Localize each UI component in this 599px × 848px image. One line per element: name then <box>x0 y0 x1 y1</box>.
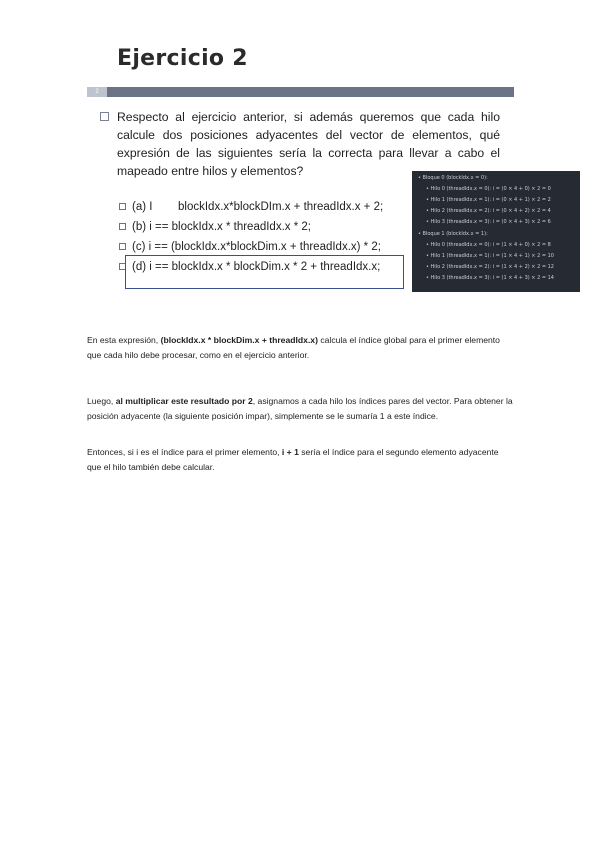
terminal-line: • Hilo 3 (threadIdx.x = 3): i = (1 × 4 + 3) × 2 = 14 <box>426 275 554 281</box>
terminal-line: • Hilo 2 (threadIdx.x = 2): i = (0 × 4 + 2) × 2 = 4 <box>426 208 551 214</box>
question <box>100 108 500 180</box>
paragraph-3 <box>87 445 515 475</box>
paragraph-bold: al multiplicar este resultado por 2 <box>115 396 253 406</box>
paragraph-text: calcula el índice global para el primer elemento que cada hilo debe procesar, como en el ejercicio anterior. <box>87 335 500 360</box>
paragraph-text: , asignamos a cada hilo los índices pares del vector. Para obtener la posición adyacente (la siguiente posición impar), simplemente se le sumaría 1 a este índice. <box>87 396 513 421</box>
terminal-line: • Hilo 1 (threadIdx.x = 1): i = (0 × 4 + 1) × 2 = 2 <box>426 197 551 203</box>
option-a <box>119 197 419 217</box>
paragraph-text: En esta expresión, <box>87 335 161 345</box>
terminal-line: • Hilo 1 (threadIdx.x = 1): i = (1 × 4 + 1) × 2 = 10 <box>426 253 554 259</box>
paragraph-2 <box>87 394 515 424</box>
terminal-line: • Hilo 3 (threadIdx.x = 3): i = (0 × 4 + 3) × 2 = 6 <box>426 219 551 225</box>
paragraph-bold: i + 1 <box>281 447 299 457</box>
slide-header-bar <box>87 87 514 97</box>
question-text: Respecto al ejercicio anterior, si además queremos que cada hilo calcule dos posiciones adyacentes del vector de elementos, qué expresión de las siguientes sería la correcta para llevar a cabo el mapeado entre hilos y elementos? <box>117 110 500 178</box>
option-c <box>119 237 419 257</box>
option-text: (d) i == blockIdx.x * blockDim.x * 2 + threadIdx.x; <box>132 261 381 273</box>
calculation-screenshot <box>412 171 580 292</box>
terminal-line: • Hilo 0 (threadIdx.x = 0): i = (0 × 4 + 0) × 2 = 0 <box>426 186 551 192</box>
terminal-line: • Bloque 1 (blockIdx.x = 1): <box>418 231 488 237</box>
paragraph-text: Entonces, si i es el índice para el primer elemento, <box>87 447 282 457</box>
terminal-line: • Hilo 0 (threadIdx.x = 0): i = (1 × 4 + 0) × 2 = 8 <box>426 242 551 248</box>
slide-title: Ejercicio 2 <box>117 46 248 71</box>
paragraph-text: Luego, <box>87 396 116 406</box>
option-text: (b) i == blockIdx.x * threadIdx.x * 2; <box>132 221 311 233</box>
option-b <box>119 217 419 237</box>
option-text: (c) i == (blockIdx.x*blockDim.x + threadIdx.x) * 2; <box>132 241 381 253</box>
paragraph-text: sería el índice para el segundo elemento adyacente que el hilo también debe calcular. <box>87 447 499 472</box>
square-bullet-icon <box>119 223 126 230</box>
square-bullet-icon <box>119 243 126 250</box>
terminal-line: • Hilo 2 (threadIdx.x = 2): i = (1 × 4 + 2) × 2 = 12 <box>426 264 554 270</box>
square-bullet-icon <box>119 203 126 210</box>
paragraph-bold: (blockIdx.x * blockDim.x + threadIdx.x) <box>160 335 318 345</box>
option-text: (a) I blockIdx.x*blockDIm.x + threadIdx.x + 2; <box>132 201 384 213</box>
terminal-line: • Bloque 0 (blockIdx.x = 0): <box>418 175 488 181</box>
paragraph-1 <box>87 333 515 363</box>
selected-answer-highlight <box>125 255 404 289</box>
square-bullet-icon <box>100 112 109 121</box>
slide-number: 2 <box>87 87 107 97</box>
